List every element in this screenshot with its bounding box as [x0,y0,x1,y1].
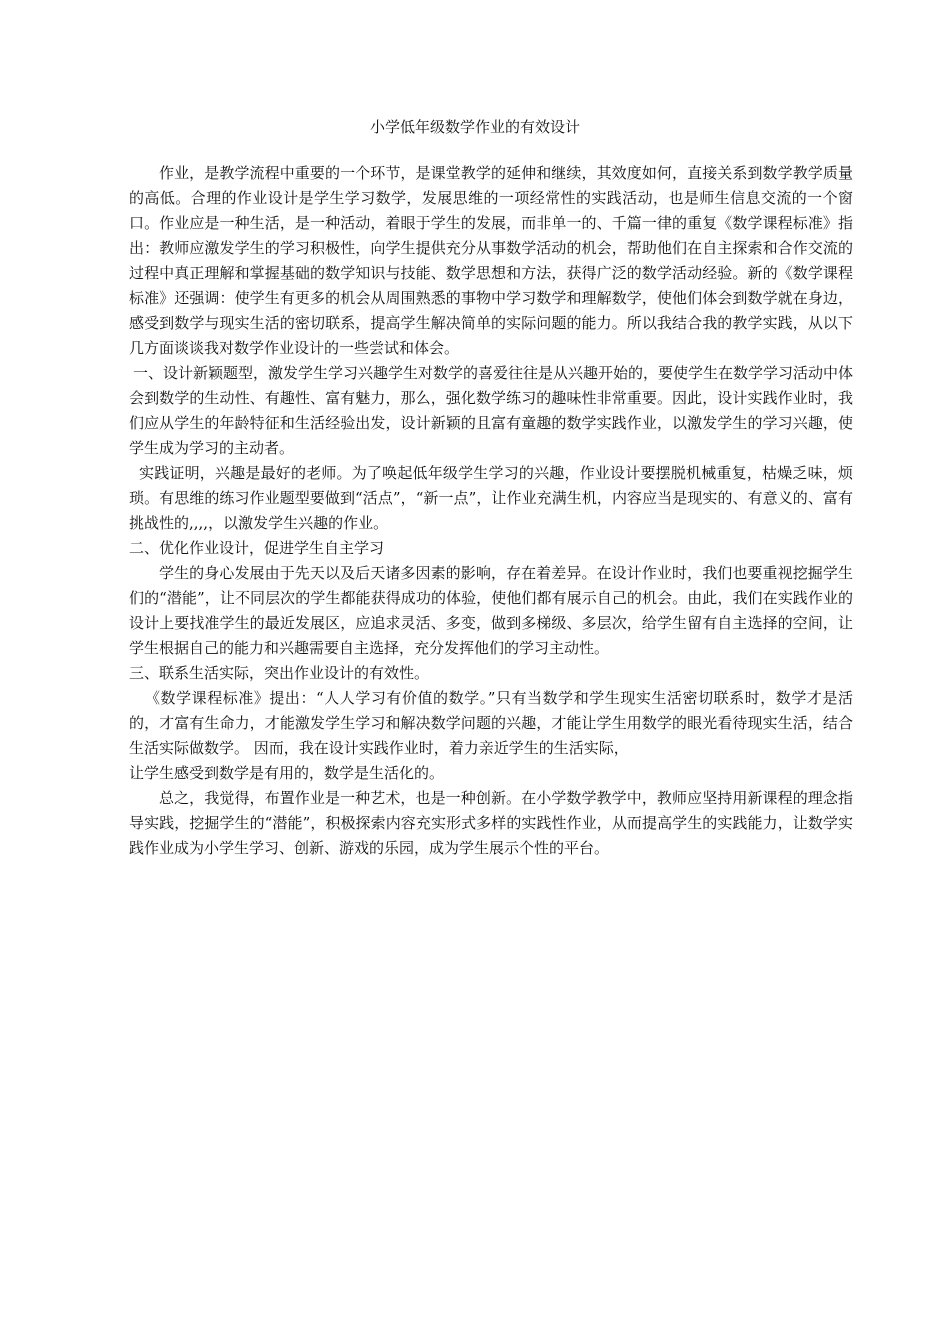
paragraph-conclusion: 总之，我觉得，布置作业是一种艺术，也是一种创新。在小学数学教学中，教师应坚持用新课程的理念指导实践，挖掘学生的“潜能”，积极探索内容充实形式多样的实践性作业，从而提高学生的实践能力，让数学实践作业成为小学生学习、创新、游戏的乐园，成为学生展示个性的平台。 [129,789,853,857]
document-title: 小学低年级数学作业的有效设计 [369,118,580,136]
heading-section-3: 三、联系生活实际，突出作业设计的有效性。 [129,664,430,682]
paragraph-section-1: 一、设计新颖题型，激发学生学习兴趣学生对数学的喜爱往往是从兴趣开始的，要使学生在数学学习活动中体会到数学的生动性、有趣性、富有魅力，那么，强化数学练习的趣味性非常重要。因此，设计实践作业时，我们应从学生的年龄特征和生活经验出发，设计新颖的且富有童趣的数学实践作业，以激发学生的学习兴趣，使学生成为学习的主动者。 [129,364,854,457]
paragraph-section-3: 《数学课程标准》提出：“人人学习有价值的数学。”只有当数学和学生现实生活密切联系时，数学才是活的，才富有生命力，才能激发学生学习和解决数学问题的兴趣，才能让学生用数学的眼光看待现实生活，结合生活实际做数学。 因而，我在设计实践作业时，着力亲近学生的生活实际， [129,689,853,757]
document-body [129,161,853,861]
heading-section-2: 二、优化作业设计，促进学生自主学习 [129,539,385,557]
paragraph-section-2: 学生的身心发展由于先天以及后天诸多因素的影响，存在着差异。在设计作业时，我们也要重视挖掘学生们的“潜能”，让不同层次的学生都能获得成功的体验，使他们都有展示自己的机会。由此，我们在实践作业的设计上要找准学生的最近发展区，应追求灵活、多变，做到多梯级、多层次，给学生留有自主选择的空间，让学生根据自己的能力和兴趣需要自主选择，充分发挥他们的学习主动性。 [129,564,853,657]
paragraph-practice-proof: 实践证明，兴趣是最好的老师。为了唤起低年级学生学习的兴趣，作业设计要摆脱机械重复，枯燥乏味，烦琐。有思维的练习作业题型要做到“活点”，“新一点”，让作业充满生机，内容应当是现实的、有意义的、富有挑战性的,,,,，以激发学生兴趣的作业。 [129,464,853,532]
paragraph-intro: 作业，是教学流程中重要的一个环节，是课堂教学的延伸和继续，其效度如何，直接关系到数学教学质量的高低。合理的作业设计是学生学习数学，发展思维的一项经常性的实践活动，也是师生信息交流的一个窗口。作业应是一种生活，是一种活动，着眼于学生的发展，而非单一的、千篇一律的重复《数学课程标准》指出：教师应激发学生的学习积极性，向学生提供充分从事数学活动的机会，帮助他们在自主探索和合作交流的过程中真正理解和掌握基础的数学知识与技能、数学思想和方法，获得广泛的数学活动经验。新的《数学课程标准》还强调：使学生有更多的机会从周围熟悉的事物中学习数学和理解数学，使他们体会到数学就在身边，感受到数学与现实生活的密切联系，提高学生解决简单的实际问题的能力。所以我结合我的教学实践，从以下几方面谈谈我对数学作业设计的一些尝试和体会。 [129,164,853,357]
paragraph-section-3-continued: 让学生感受到数学是有用的，数学是生活化的。 [129,764,445,782]
